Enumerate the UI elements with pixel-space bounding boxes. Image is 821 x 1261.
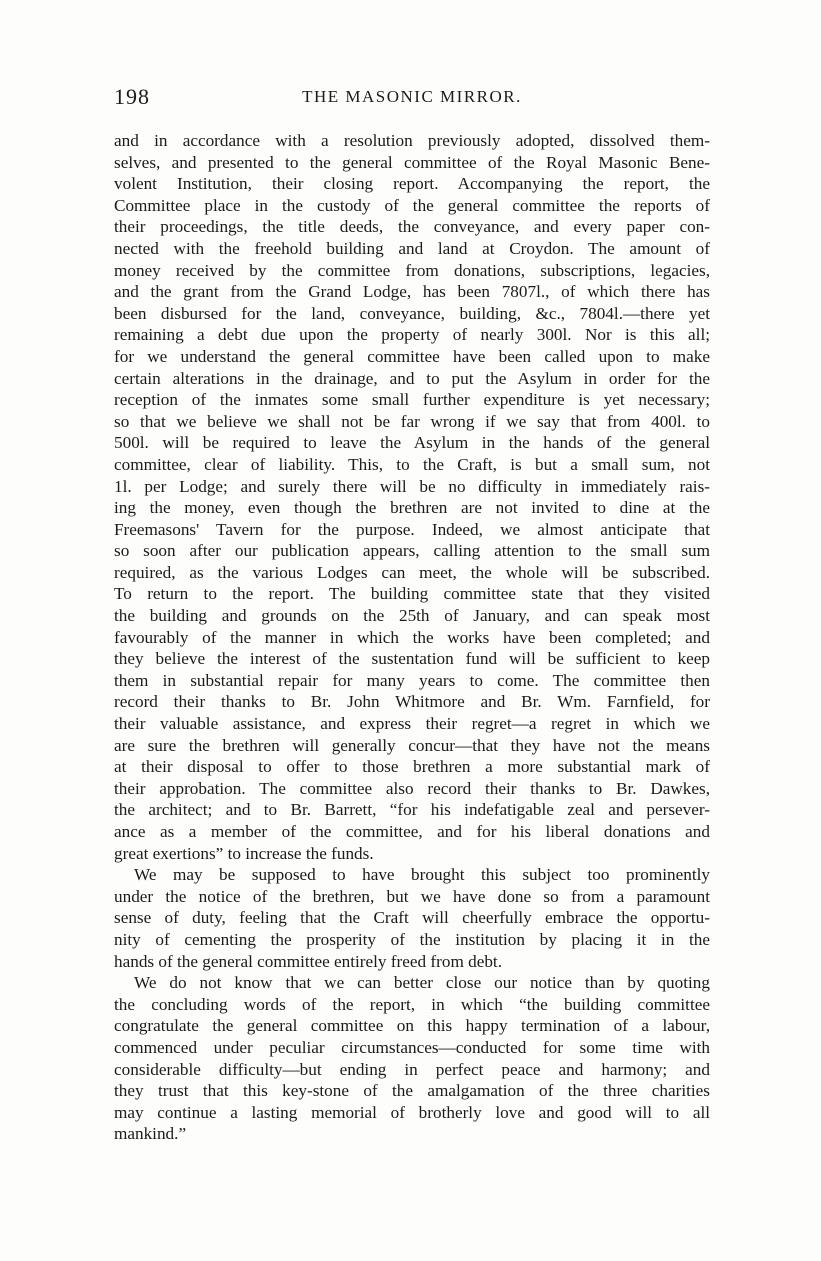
- text-line: hands of the general committee entirely freed from debt.: [114, 951, 502, 971]
- text-line: required, as the various Lodges can meet, the whole will be subscribed.: [114, 562, 710, 582]
- text-line: and the grant from the Grand Lodge, has been 7807l., of which there has: [114, 282, 710, 302]
- text-line: so soon after our publication appears, calling attention to the small sum: [114, 541, 710, 561]
- text-line: We do not know that we can better close our notice than by quoting: [134, 973, 710, 993]
- text-line: favourably of the manner in which the works have been completed; and: [114, 627, 710, 647]
- text-line: they believe the interest of the sustentation fund will be sufficient to keep: [114, 649, 710, 669]
- journal-title: THE MASONIC MIRROR.: [302, 87, 522, 106]
- text-line: been disbursed for the land, conveyance, building, &c., 7804l.—there yet: [114, 303, 710, 323]
- text-line: certain alterations in the drainage, and to put the Asylum in order for the: [114, 368, 710, 388]
- text-line: ing the money, even though the brethren are not invited to dine at the: [114, 498, 710, 518]
- text-line: their proceedings, the title deeds, the conveyance, and every paper con-: [114, 217, 710, 237]
- page-number: 198: [114, 84, 150, 109]
- text-line: under the notice of the brethren, but we have done so from a paramount: [114, 886, 710, 906]
- text-line: so that we believe we shall not be far wrong if we say that from 400l. to: [114, 411, 710, 431]
- text-line: congratulate the general committee on this happy termination of a labour,: [114, 1016, 710, 1036]
- text-line: commenced under peculiar circumstances—conducted for some time with: [114, 1037, 710, 1057]
- text-line: at their disposal to offer to those brethren a more substantial mark of: [114, 757, 710, 777]
- text-line: their approbation. The committee also record their thanks to Br. Dawkes,: [114, 778, 710, 798]
- text-line: We may be supposed to have brought this subject too prominently: [134, 865, 710, 885]
- text-line: record their thanks to Br. John Whitmore and Br. Wm. Farnfield, for: [114, 692, 710, 712]
- text-line: 500l. will be required to leave the Asylum in the hands of the general: [114, 433, 710, 453]
- text-line: the concluding words of the report, in which “the building committee: [114, 994, 710, 1014]
- text-line: nected with the freehold building and land at Croydon. The amount of: [114, 238, 710, 258]
- text-line: reception of the inmates some small further expenditure is yet necessary;: [114, 390, 710, 410]
- text-line: may continue a lasting memorial of brotherly love and good will to all: [114, 1102, 710, 1122]
- text-line: and in accordance with a resolution previously adopted, dissolved them-: [114, 131, 710, 150]
- text-line: To return to the report. The building committee state that they visited: [114, 584, 710, 604]
- text-line: mankind.”: [114, 1124, 187, 1144]
- text-line: the architect; and to Br. Barrett, “for his indefatigable zeal and persever-: [114, 800, 710, 820]
- text-line: for we understand the general committee have been called upon to make: [114, 346, 710, 366]
- text-line: them in substantial repair for many years to come. The committee then: [114, 670, 710, 690]
- text-line: considerable difficulty—but ending in perfect peace and harmony; and: [114, 1059, 710, 1079]
- text-line: they trust that this key-stone of the amalgamation of the three charities: [114, 1081, 710, 1101]
- body-text: [114, 130, 710, 1145]
- text-line: remaining a debt due upon the property of nearly 300l. Nor is this all;: [114, 325, 710, 345]
- text-line: volent Institution, their closing report. Accompanying the report, the: [114, 174, 710, 194]
- text-line: committee, clear of liability. This, to the Craft, is but a small sum, not: [114, 454, 710, 474]
- text-line: Freemasons' Tavern for the purpose. Indeed, we almost anticipate that: [114, 519, 710, 539]
- text-line: nity of cementing the prosperity of the institution by placing it in the: [114, 929, 710, 949]
- text-line: 1l. per Lodge; and surely there will be no difficulty in immediately rais-: [114, 476, 710, 496]
- text-line: are sure the brethren will generally concur—that they have not the means: [114, 735, 710, 755]
- text-line: great exertions” to increase the funds.: [114, 843, 374, 863]
- text-line: sense of duty, feeling that the Craft will cheerfully embrace the opportu-: [114, 908, 710, 928]
- text-line: Committee place in the custody of the general committee the reports of: [114, 195, 710, 215]
- text-line: selves, and presented to the general committee of the Royal Masonic Bene-: [114, 152, 710, 172]
- text-line: ance as a member of the committee, and for his liberal donations and: [114, 822, 710, 841]
- text-line: their valuable assistance, and express their regret—a regret in which we: [114, 714, 710, 734]
- running-head: [114, 84, 710, 114]
- text-line: the building and grounds on the 25th of January, and can speak most: [114, 606, 710, 626]
- text-line: money received by the committee from donations, subscriptions, legacies,: [114, 260, 710, 280]
